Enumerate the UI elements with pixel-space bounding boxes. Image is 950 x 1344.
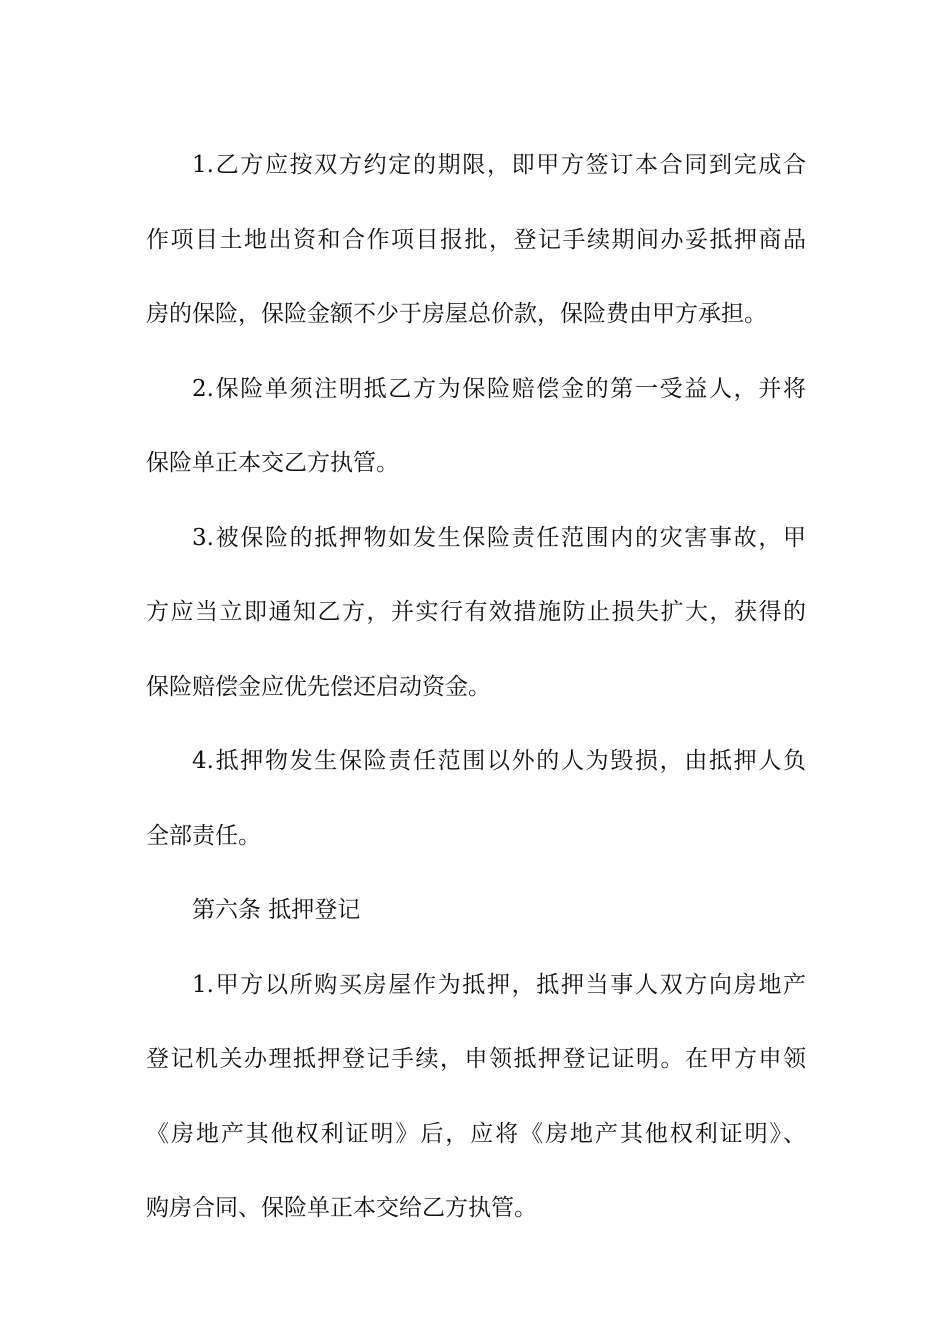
text-line: 1.甲方以所购买房屋作为抵押，抵押当事人双方向房地产 [192,971,806,998]
text-line: 作项目土地出资和合作项目报批，登记手续期间办妥抵押商品 [146,226,806,253]
text-line: 购房合同、保险单正本交给乙方执管。 [146,1195,537,1221]
text-line: 房的保险，保险金额不少于房屋总价款，保险费由甲方承担。 [146,301,767,327]
text-line: 全部责任。 [146,822,261,849]
paragraph-mortgage-registration [146,948,806,1246]
text-line: 保险赔偿金应优先偿还启动资金。 [146,673,491,700]
text-line: 1.乙方应按双方约定的期限，即甲方签订本合同到完成合 [192,152,806,178]
text-line: 4.抵押物发生保险责任范围以外的人为毁损，由抵押人负 [192,748,806,774]
paragraph-human-damage [146,724,806,873]
text-line: 保险单正本交乙方执管。 [146,450,399,476]
text-line: 方应当立即通知乙方，并实行有效措施防止损失扩大，获得的 [146,599,806,625]
document-body [146,128,806,1246]
text-line: 《房地产其他权利证明》后，应将《房地产其他权利证明》、 [146,1120,806,1147]
text-line: 3.被保险的抵押物如发生保险责任范围内的灾害事故，甲 [192,524,806,551]
section-heading-text: 第六条 抵押登记 [192,897,361,923]
section-heading-article-6 [146,873,806,948]
paragraph-insurance-term [146,128,806,352]
text-line: 2.保险单须注明抵乙方为保险赔偿金的第一受益人，并将 [192,375,806,402]
text-line: 登记机关办理抵押登记手续，申领抵押登记证明。在甲方申领 [146,1046,806,1072]
paragraph-beneficiary [146,352,806,501]
paragraph-disaster-notice [146,501,806,725]
